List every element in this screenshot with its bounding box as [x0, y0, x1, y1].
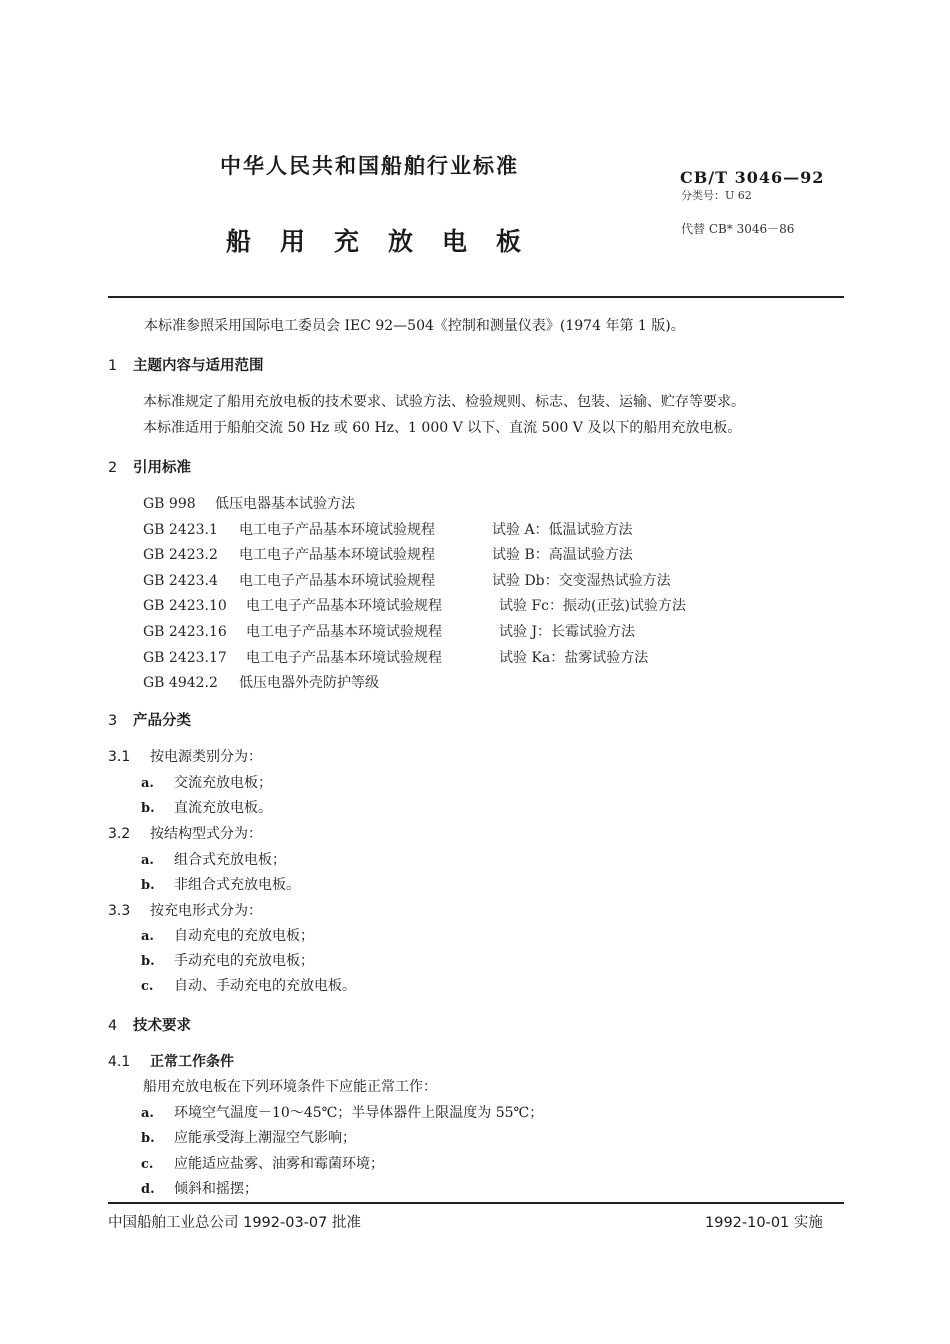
list-item: [141, 772, 272, 792]
subsection-number: 3.2: [108, 826, 131, 842]
approval-line: 中国船舶工业总公司 1992-03-07 批准: [108, 1215, 361, 1231]
standard-category-title: 中华人民共和国船舶行业标准: [220, 154, 519, 178]
reference-standard-row: [143, 570, 671, 590]
item-text: 环境空气温度－10～45℃；半导体器件上限温度为 55℃；: [174, 1105, 544, 1121]
list-item: [141, 1153, 384, 1173]
item-label: d.: [141, 1182, 155, 1197]
reference-standard-row: [143, 544, 633, 564]
item-label: a.: [141, 1106, 154, 1121]
section-2-heading: [108, 456, 191, 477]
reference-test: 试验 Db：交变湿热试验方法: [492, 572, 671, 589]
reference-standard-row: [143, 647, 648, 667]
subsection-3-2: [108, 823, 262, 843]
item-label: b.: [141, 801, 155, 816]
subsection-title: 正常工作条件: [150, 1054, 234, 1070]
subsection-3-3: [108, 900, 262, 920]
section-title: 技术要求: [133, 1018, 191, 1034]
list-item: [141, 797, 272, 817]
subsection-number: 3.3: [108, 903, 131, 919]
reference-name: 电工电子产品基本环境试验规程: [239, 572, 435, 589]
replaces-standard: 代替 CB* 3046－86: [681, 222, 795, 236]
subsection-text: 按结构型式分为：: [150, 826, 262, 842]
reference-code: GB 998: [143, 496, 196, 512]
item-text: 手动充电的充放电板；: [174, 953, 314, 969]
list-item: [141, 925, 314, 945]
item-text: 直流充放电板。: [174, 800, 272, 816]
subsection-number: 4.1: [108, 1054, 131, 1070]
subsection-text: 按充电形式分为：: [150, 903, 262, 919]
reference-code: GB 2423.10: [143, 598, 227, 615]
reference-name: 电工电子产品基本环境试验规程: [239, 521, 435, 538]
item-text: 应能适应盐雾、油雾和霉菌环境；: [174, 1156, 384, 1172]
effective-date: 1992-10-01 实施: [705, 1215, 823, 1231]
section-title: 主题内容与适用范围: [133, 358, 264, 374]
classification-number: 分类号：U 62: [681, 189, 752, 202]
reference-code: GB 2423.16: [143, 624, 227, 640]
section-4-heading: [108, 1014, 191, 1035]
section-4-lead: 船用充放电板在下列环境条件下应能正常工作：: [143, 1079, 437, 1095]
reference-code: GB 4942.2: [143, 675, 218, 692]
list-item: [141, 1127, 356, 1147]
item-label: b.: [141, 878, 155, 893]
standard-title: 船用充放电板: [226, 227, 551, 256]
item-label: b.: [141, 954, 155, 969]
item-label: b.: [141, 1131, 155, 1146]
reference-code: GB 2423.17: [143, 649, 227, 666]
section-number: 2: [108, 460, 118, 476]
list-item: [141, 975, 356, 995]
item-text: 非组合式充放电板。: [174, 877, 300, 893]
item-text: 自动、手动充电的充放电板。: [174, 978, 356, 994]
section-title: 产品分类: [133, 713, 191, 729]
list-item: [141, 874, 300, 894]
reference-name: 电工电子产品基本环境试验规程: [246, 649, 442, 666]
list-item: [141, 1102, 543, 1122]
reference-name: 低压电器基本试验方法: [215, 496, 355, 512]
list-item: [141, 950, 314, 970]
reference-test: 试验 Ka：盐雾试验方法: [499, 649, 649, 666]
section-1-paragraph: 本标准规定了船用充放电板的技术要求、试验方法、检验规则、标志、包装、运输、贮存等要求。: [143, 394, 745, 410]
item-label: a.: [141, 853, 154, 868]
item-text: 交流充放电板；: [174, 775, 272, 791]
list-item: [141, 849, 286, 869]
item-label: c.: [141, 1157, 154, 1172]
subsection-4-1: [108, 1051, 234, 1071]
item-label: c.: [141, 979, 154, 994]
reference-name: 电工电子产品基本环境试验规程: [239, 547, 435, 564]
section-1-paragraph: 本标准适用于船舶交流 50 Hz 或 60 Hz、1 000 V 以下、直流 500 V 及以下的船用充放电板。: [143, 420, 742, 436]
reference-test: 试验 Fc：振动(正弦)试验方法: [499, 598, 686, 615]
reference-standard-row: [143, 519, 633, 539]
item-label: a.: [141, 929, 154, 944]
reference-code: GB 2423.4: [143, 572, 218, 589]
reference-standard-row: [143, 672, 492, 692]
reference-code: GB 2423.2: [143, 547, 218, 564]
subsection-number: 3.1: [108, 749, 131, 765]
footer-divider: [108, 1202, 844, 1204]
reference-name: 低压电器外壳防护等级: [239, 675, 379, 692]
subsection-3-1: [108, 746, 262, 766]
section-number: 4: [108, 1018, 118, 1034]
section-1-heading: [108, 354, 264, 375]
reference-standard-row: [143, 595, 686, 615]
intro-paragraph: 本标准参照采用国际电工委员会 IEC 92—504《控制和测量仪表》(1974 年第 1 版)。: [144, 318, 685, 334]
list-item: [141, 1178, 258, 1198]
reference-code: GB 2423.1: [143, 521, 218, 538]
item-text: 组合式充放电板；: [174, 852, 286, 868]
reference-standard-row: [143, 621, 635, 641]
section-3-heading: [108, 709, 191, 730]
reference-name: 电工电子产品基本环境试验规程: [246, 624, 442, 640]
section-title: 引用标准: [133, 460, 191, 476]
reference-standard-row: [143, 493, 468, 513]
item-text: 应能承受海上潮湿空气影响；: [174, 1130, 356, 1146]
item-text: 自动充电的充放电板；: [174, 928, 314, 944]
subsection-text: 按电源类别分为：: [150, 749, 262, 765]
reference-test: 试验 J：长霉试验方法: [499, 624, 636, 640]
item-text: 倾斜和摇摆；: [174, 1181, 258, 1197]
reference-name: 电工电子产品基本环境试验规程: [246, 598, 442, 615]
reference-test: 试验 B：高温试验方法: [492, 547, 633, 564]
section-number: 3: [108, 713, 118, 729]
section-number: 1: [108, 358, 118, 374]
header-divider: [108, 296, 844, 298]
item-label: a.: [141, 776, 154, 791]
standard-code: CB/T 3046—92: [680, 168, 825, 187]
reference-test: 试验 A：低温试验方法: [492, 521, 633, 538]
